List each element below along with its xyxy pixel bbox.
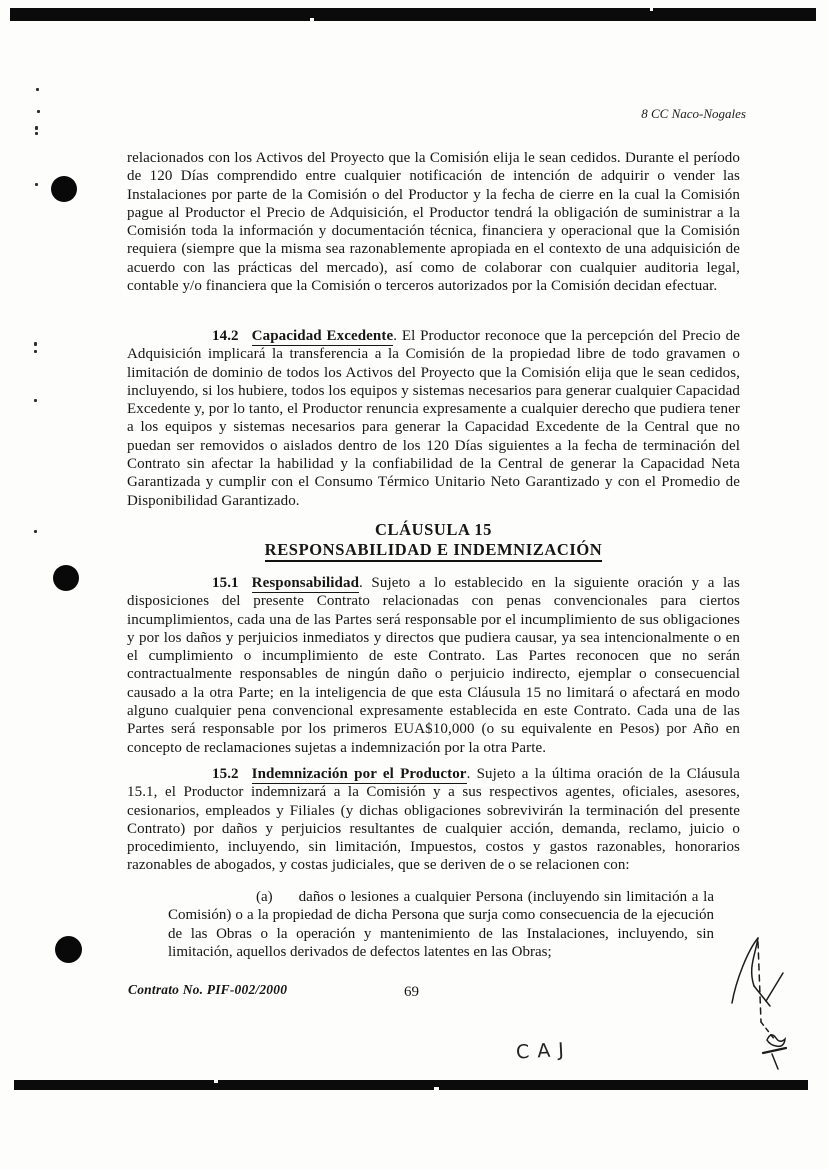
- section-body: . Sujeto a lo establecido en la siguiente oración y a las disposiciones del presente Contrato relacionadas con penas convencionales para ciertos incumplimientos, cada una de las Partes será responsable por el incumplimiento de sus obligaciones y por los daños y perjuicios inmediatos y directos que pudiera causar, ya sea intencionalmente o en el cumplimiento o incumplimiento de este Contrato. Las Partes reconocen que no serán contractualmente responsables de ningún daño o perjuicio indirecto, ejemplar o consecuencial causado a la otra Parte; en la inteligencia de que esta Cláusula 15 no limitará o afectará en modo alguno cualquier pena convencional expresamente establecida en este Contrato. Cada una de las Partes será responsable por los primeros EUA$10,000 (o su equivalente en Pesos) por Año en concepto de reclamaciones sujetas a indemnización por la otra Parte.: [127, 575, 740, 756]
- scan-bar-notch: [310, 18, 314, 21]
- footer-contract-number: Contrato No. PIF-002/2000: [128, 982, 288, 997]
- footer-page-number: 69: [404, 984, 419, 1000]
- section-title: Indemnización por el Productor: [251, 766, 467, 782]
- handwritten-initials: CAJ: [515, 1038, 573, 1064]
- scan-speck: [34, 342, 37, 346]
- subsection-body: daños o lesiones a cualquier Persona (incluyendo sin limitación a la Comisión) o a la propiedad de dicha Persona que surja como consecuencia de la ejecución de las Obras o la operación y mantenimiento de las Instalaciones, incluyendo, sin limitación, aquellos derivados de defectos latentes en las Obras;: [168, 889, 714, 960]
- section-number: 15.1: [212, 575, 239, 591]
- hole-punch-mark: [53, 565, 79, 591]
- scan-speck: [35, 126, 38, 130]
- clause-heading-line2: RESPONSABILIDAD E INDEMNIZACIÓN: [127, 540, 740, 560]
- subsection-label: (a): [256, 889, 273, 905]
- scan-speck: [34, 399, 37, 402]
- section-number: 15.2: [212, 766, 239, 782]
- handwritten-signature: [712, 922, 812, 1077]
- hole-punch-mark: [55, 936, 82, 963]
- scan-speck: [36, 88, 39, 91]
- subsection-a: [168, 888, 714, 961]
- scan-bar-notch: [434, 1087, 439, 1090]
- section-number: 14.2: [212, 328, 239, 344]
- page-header-reference: 8 CC Naco-Nogales: [641, 106, 746, 121]
- scan-artifact-top-bar: [10, 8, 816, 21]
- scan-speck: [35, 183, 38, 186]
- hole-punch-mark: [51, 176, 77, 202]
- paragraph-intro: relacionados con los Activos del Proyecto que la Comisión elija le sean cedidos. Durante el período de 120 Días comprendido entre cualquier notificación de intención de adquirir o vender las Instalaciones por parte de la Comisión o del Productor y la fecha de cierre en la cual la Comisión pague al Productor el Precio de Adquisición, el Productor tendrá la obligación de suministrar a la Comisión toda la información y documentación técnica, financiera y operacional que la Comisión requiera (siempre que la misma sea razonablemente apropiada en el contexto de una adquisición de acuerdo con las prácticas del mercado), así como de colaborar con cualquier auditoria legal, contable y/o financiera que la Comisión o terceros autorizados por la Comisión decidan efectuar.: [127, 150, 740, 295]
- scan-speck: [34, 530, 37, 533]
- section-14-2: [127, 327, 740, 510]
- section-title: Capacidad Excedente: [251, 328, 394, 344]
- section-15-1: [127, 574, 740, 757]
- section-title: Responsabilidad: [251, 575, 360, 591]
- scan-speck: [34, 350, 37, 353]
- section-body: . Sujeto a la última oración de la Cláusula 15.1, el Productor indemnizará a la Comisión y a sus respectivos agentes, oficiales, asesores, cesionarios, empleados y Filiales (y dichas obligaciones sobrevivirán la terminación del presente Contrato) por daños y perjuicios resultantes de cualquier acción, demanda, reclamo, juicio o procedimiento, incluyendo, sin limitación, Impuestos, costos y gastos razonables, honorarios razonables de abogados, y costas judiciales, que se deriven de o se relacionen con:: [127, 766, 740, 874]
- clause-heading-line1: CLÁUSULA 15: [374, 520, 493, 539]
- scan-speck: [35, 132, 38, 135]
- section-15-2: [127, 765, 740, 875]
- scan-artifact-bottom-bar: [14, 1080, 808, 1090]
- scan-bar-notch: [214, 1080, 218, 1083]
- clause-heading: [127, 520, 740, 560]
- scan-bar-notch: [650, 8, 653, 11]
- scan-speck: [37, 110, 40, 113]
- section-body: . El Productor reconoce que la percepción del Precio de Adquisición implicará la transferencia a la Comisión de la propiedad libre de todo gravamen o limitación de dominio de todos los Activos del Proyecto que la Comisión elija que le sean cedidos, incluyendo, si los hubiere, todos los equipos y sistemas necesarios para generar cualquier Capacidad Excedente y, por lo tanto, el Productor renuncia expresamente a cualquier derecho que pudiera tener a los equipos y sistemas necesarios para generar la Capacidad Excedente de la Central que no puedan ser removidos o aislados dentro de los 120 Días siguientes a la fecha de terminación del Contrato sin afectar la habilidad y la confiabilidad de la Central de generar la Capacidad Neta Garantizada y cumplir con el Consumo Térmico Unitario Neto Garantizado y con el Promedio de Disponibilidad Garantizado.: [127, 328, 740, 509]
